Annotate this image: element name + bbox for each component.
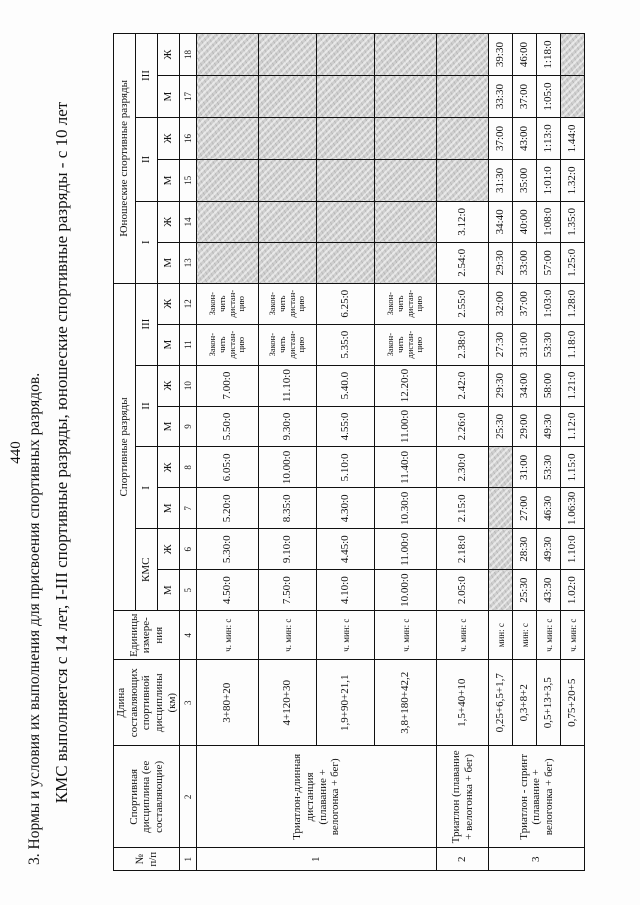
norm-cell: 1:18:0 [537,34,561,76]
header-male: М [158,406,180,447]
column-index: 10 [180,365,197,406]
norm-cell: Закон-чить дистан-цию [197,283,259,324]
norm-cell: 58:00 [537,365,561,406]
norm-cell: 11.00:0 [375,406,437,447]
table-row [317,34,375,871]
unit-cell: ч. мин: с [317,611,375,660]
norm-cell: 1:01:0 [537,159,561,201]
column-index: 18 [180,34,197,76]
norm-cell: 6.25:0 [317,283,375,324]
norm-cell: 46:00 [513,34,537,76]
shaded-cell [375,201,437,242]
shaded-cell [437,34,489,76]
norm-cell: 1.15:0 [561,447,585,488]
shaded-cell [317,242,375,283]
column-index: 7 [180,488,197,529]
norm-cell: 1.10:0 [561,529,585,570]
norm-cell: 39:30 [489,34,513,76]
column-index-row [180,34,197,871]
header-female: Ж [158,283,180,324]
norm-cell: 1.21:0 [561,365,585,406]
norm-cell: 29:00 [513,406,537,447]
length-cell: 0,25+6,5+1,7 [489,660,513,746]
norm-cell: 37:00 [489,118,513,160]
norm-cell: 1.32:0 [561,159,585,201]
table-row [561,34,585,871]
column-index: 8 [180,447,197,488]
norm-cell: 4.30:0 [317,488,375,529]
length-cell: 0,3+8+2 [513,660,537,746]
unit-cell: ч. мин: с [537,611,561,660]
column-index: 5 [180,570,197,611]
norms-table [113,33,585,871]
header-male: М [158,324,180,365]
shaded-cell [375,76,437,118]
norm-cell: 1.02:0 [561,570,585,611]
norm-cell: 1.44:0 [561,118,585,160]
norm-cell: 1.28:0 [561,283,585,324]
shaded-cell [197,118,259,160]
column-index: 4 [180,611,197,660]
shaded-cell [197,76,259,118]
header-youth-ranks: Юношеские спортивные разряды [114,34,136,284]
norm-cell: 9.10:0 [259,529,317,570]
unit-cell: ч. мин: с [437,611,489,660]
norm-cell: 31:00 [513,447,537,488]
header-female: Ж [158,34,180,76]
norm-cell: 1.06:30 [561,488,585,529]
header-female: Ж [158,447,180,488]
norm-cell: Закон-чить дистан-цию [375,324,437,365]
norm-cell: 2.55:0 [437,283,489,324]
column-index: 15 [180,159,197,201]
shaded-cell [375,242,437,283]
column-index: 1 [180,848,197,871]
norm-cell: 4.10:0 [317,570,375,611]
norm-cell: 29:30 [489,242,513,283]
header-male: М [158,159,180,201]
norm-cell: 4.55:0 [317,406,375,447]
column-index: 3 [180,660,197,746]
row-number: 3 [489,848,585,871]
norm-cell: 4.50:0 [197,570,259,611]
norm-cell: 1:08:0 [537,201,561,242]
header-sport-ranks: Спортивные разряды [114,283,136,610]
shaded-cell [561,34,585,76]
row-number: 2 [437,848,489,871]
header-discipline: Спортивная дисциплина (ее составляющие) [114,746,180,848]
unit-cell: мин: с [513,611,537,660]
norm-cell: 2.42:0 [437,365,489,406]
norm-cell: Закон-чить дистан-цию [197,324,259,365]
header-rank-2: II [136,365,158,447]
shaded-cell [489,447,513,488]
shaded-cell [317,76,375,118]
header-kms: КМС [136,529,158,611]
norm-cell: 11.10:0 [259,365,317,406]
norm-cell: 53:30 [537,447,561,488]
norm-cell: 53:30 [537,324,561,365]
shaded-cell [197,159,259,201]
table-row [537,34,561,871]
norm-cell: 49:30 [537,406,561,447]
discipline-name: Триатлон (плавание + велогонка + бег) [437,746,489,848]
norm-cell: 2.38:0 [437,324,489,365]
header-youth-rank-1: I [136,201,158,283]
norm-cell: 35:00 [513,159,537,201]
norm-cell: Закон-чить дистан-цию [375,283,437,324]
header-rank-1: I [136,447,158,529]
shaded-cell [437,118,489,160]
length-cell: 0,5+13+3,5 [537,660,561,746]
norm-cell: 1.12:0 [561,406,585,447]
norm-cell: 5.10:0 [317,447,375,488]
shaded-cell [375,118,437,160]
unit-cell: мин: с [489,611,513,660]
length-cell: 4+120+30 [259,660,317,746]
norm-cell: 34:00 [513,365,537,406]
shaded-cell [259,118,317,160]
header-rank-3: III [136,283,158,365]
header-length: Длина составляющих спортивной дисциплины (км) [114,660,180,746]
norm-cell: 40:00 [513,201,537,242]
table-subtitle: КМС выполняется с 14 лет, I-III спортивные разряды, юношеские спортивные разряды - с 10 лет [52,101,71,804]
shaded-cell [375,34,437,76]
norm-cell: 28:30 [513,529,537,570]
norm-cell: 11.00:0 [375,529,437,570]
unit-cell: ч. мин: с [259,611,317,660]
section-title: 3. Нормы и условия их выполнения для присвоения спортивных разрядов. [26,372,43,865]
table-row [489,34,513,871]
discipline-name: Триатлон - спринт (плавание + велогонка + бег) [489,746,585,848]
header-female: Ж [158,529,180,570]
header-male: М [158,242,180,283]
norm-cell: 33:00 [513,242,537,283]
header-unit: Единицы измере- ния [114,611,180,660]
column-index: 16 [180,118,197,160]
norm-cell: 31:00 [513,324,537,365]
table-row [259,34,317,871]
norm-cell: 6.05:0 [197,447,259,488]
length-cell: 1,9+90+21,1 [317,660,375,746]
norm-cell: 5.20:0 [197,488,259,529]
norm-cell: 10.30:0 [375,488,437,529]
column-index: 17 [180,76,197,118]
header-row-1 [114,34,136,871]
table-row [375,34,437,871]
norm-cell: 8.35:0 [259,488,317,529]
length-cell: 0,75+20+5 [561,660,585,746]
norm-cell: 25:30 [513,570,537,611]
norm-cell: 2.05:0 [437,570,489,611]
header-female: Ж [158,365,180,406]
norm-cell: 4.45:0 [317,529,375,570]
header-youth-rank-2: II [136,118,158,202]
norm-cell: 5.30:0 [197,529,259,570]
norm-cell: 1.18:0 [561,324,585,365]
norm-cell: 10.00:0 [259,447,317,488]
norm-cell: 1:05:0 [537,76,561,118]
shaded-cell [317,118,375,160]
norm-cell: 2.30:0 [437,447,489,488]
norm-cell: 1:13:0 [537,118,561,160]
norm-cell: 31:30 [489,159,513,201]
shaded-cell [197,201,259,242]
norm-cell: 33:30 [489,76,513,118]
norm-cell: 2.26:0 [437,406,489,447]
row-number: 1 [197,848,437,871]
norm-cell: 1.35:0 [561,201,585,242]
norm-cell: 32:00 [489,283,513,324]
shaded-cell [197,34,259,76]
shaded-cell [437,159,489,201]
norm-cell: Закон-чить дистан-цию [259,324,317,365]
length-cell: 3+80+20 [197,660,259,746]
norm-cell: 1:03:0 [537,283,561,324]
shaded-cell [259,34,317,76]
norm-cell: 1.25:0 [561,242,585,283]
norm-cell: 46:30 [537,488,561,529]
norm-cell: 7.50:0 [259,570,317,611]
shaded-cell [561,76,585,118]
unit-cell: ч. мин: с [197,611,259,660]
shaded-cell [197,242,259,283]
norm-cell: 5.40.0 [317,365,375,406]
norm-cell: 43:30 [537,570,561,611]
column-index: 2 [180,746,197,848]
norm-cell: 29:30 [489,365,513,406]
shaded-cell [489,488,513,529]
shaded-cell [317,201,375,242]
header-male: М [158,570,180,611]
norm-cell: 57:00 [537,242,561,283]
norm-cell: Закон-чить дистан-цию [259,283,317,324]
header-male: М [158,76,180,118]
norm-cell: 43:00 [513,118,537,160]
norm-cell: 2.18:0 [437,529,489,570]
length-cell: 1,5+40+10 [437,660,489,746]
norm-cell: 37:00 [513,76,537,118]
norm-cell: 49:30 [537,529,561,570]
page-number: 440 [8,441,24,464]
norm-cell: 12.20:0 [375,365,437,406]
column-index: 14 [180,201,197,242]
norm-cell: 2.15:0 [437,488,489,529]
shaded-cell [317,159,375,201]
shaded-cell [489,570,513,611]
shaded-cell [489,529,513,570]
shaded-cell [317,34,375,76]
table-row [197,34,259,871]
unit-cell: ч. мин: с [375,611,437,660]
header-female: Ж [158,118,180,160]
norm-cell: 10.00:0 [375,570,437,611]
norm-cell: 27:00 [513,488,537,529]
unit-cell: ч. мин: с [561,611,585,660]
column-index: 6 [180,529,197,570]
length-cell: 3,8+180+42,2 [375,660,437,746]
norm-cell: 11.40:0 [375,447,437,488]
shaded-cell [259,159,317,201]
shaded-cell [375,159,437,201]
column-index: 13 [180,242,197,283]
shaded-cell [259,201,317,242]
discipline-name: Триатлон-длинная дистанция (плавание + велогонка + бег) [197,746,437,848]
column-index: 12 [180,283,197,324]
norm-cell: 5.50:0 [197,406,259,447]
norm-cell: 3.12:0 [437,201,489,242]
shaded-cell [437,76,489,118]
norm-cell: 37:00 [513,283,537,324]
shaded-cell [259,76,317,118]
header-num: № п/п [114,848,180,871]
shaded-cell [259,242,317,283]
norm-cell: 9.30:0 [259,406,317,447]
column-index: 9 [180,406,197,447]
norm-cell: 7.00:0 [197,365,259,406]
norm-cell: 34:40 [489,201,513,242]
header-male: М [158,488,180,529]
norm-cell: 27:30 [489,324,513,365]
norm-cell: 5.35:0 [317,324,375,365]
norm-cell: 2.54:0 [437,242,489,283]
table-row [437,34,489,871]
header-female: Ж [158,201,180,242]
header-youth-rank-3: III [136,34,158,118]
column-index: 11 [180,324,197,365]
table-row [513,34,537,871]
norm-cell: 25:30 [489,406,513,447]
